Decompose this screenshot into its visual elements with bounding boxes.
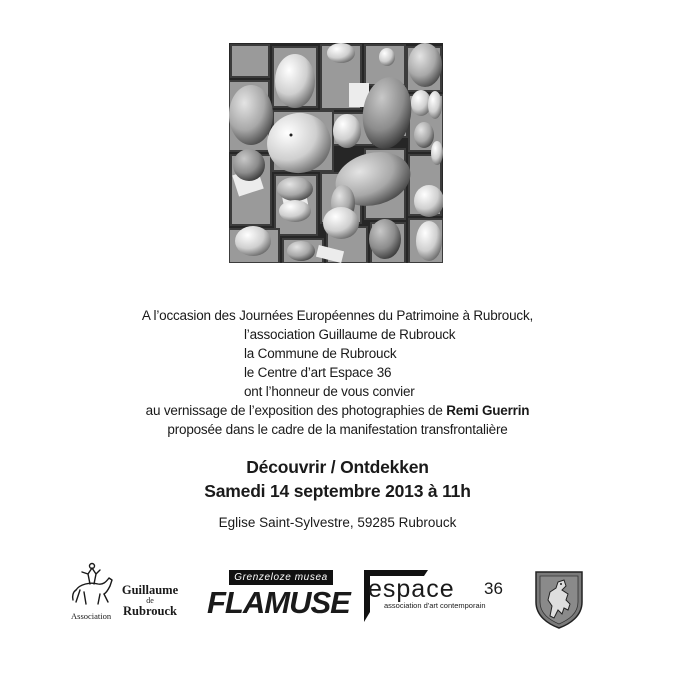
event-title: Découvrir / Ontdekken (246, 457, 429, 477)
guillaume-name-de: de (146, 596, 154, 605)
invitation-line: ont l’honneur de vous convier (244, 384, 415, 399)
flamuse-logo (207, 570, 350, 622)
venue-block (0, 513, 675, 532)
invitation-line: A l’occasion des Journées Européennes du Patrimoine à Rubrouck, (141, 308, 534, 323)
flamuse-wordmark: FLAMUSE (207, 585, 350, 620)
horse-rider-icon (68, 560, 118, 610)
event-date-time: Samedi 14 septembre 2013 à 11h (204, 481, 471, 501)
invitation-text (0, 306, 675, 439)
guillaume-name-line2: Rubrouck (123, 604, 177, 618)
invitation-line (0, 401, 675, 420)
espace-subtitle: association d'art contemporain (384, 601, 486, 610)
invitation-line: la Commune de Rubrouck (244, 346, 397, 361)
guillaume-de-rubrouck-logo (68, 560, 180, 624)
espace-wordmark: espace (368, 575, 455, 603)
guillaume-name-line1: Guillaume (121, 583, 179, 597)
event-block (0, 455, 675, 503)
photographer-name: Remi Guerrin (446, 403, 530, 418)
eggs-photograph (229, 43, 443, 263)
flamuse-tagline: Grenzeloze musea (229, 570, 333, 585)
coat-of-arms-logo (534, 570, 584, 630)
invitation-line: le Centre d’art Espace 36 (244, 365, 392, 380)
event-venue: Eglise Saint-Sylvestre, 59285 Rubrouck (218, 515, 457, 530)
invitation-line: proposée dans le cadre de la manifestation transfrontalière (167, 422, 508, 437)
espace-number: 36 (484, 579, 503, 598)
guillaume-name (120, 584, 180, 618)
espace-36-logo (362, 568, 516, 624)
lion-coat-of-arms-icon (534, 570, 584, 630)
association-label: Association (71, 611, 112, 621)
invitation-line: l’association Guillaume de Rubrouck (244, 327, 456, 342)
invitation-line-text: au vernissage de l’exposition des photographies de (145, 403, 447, 418)
